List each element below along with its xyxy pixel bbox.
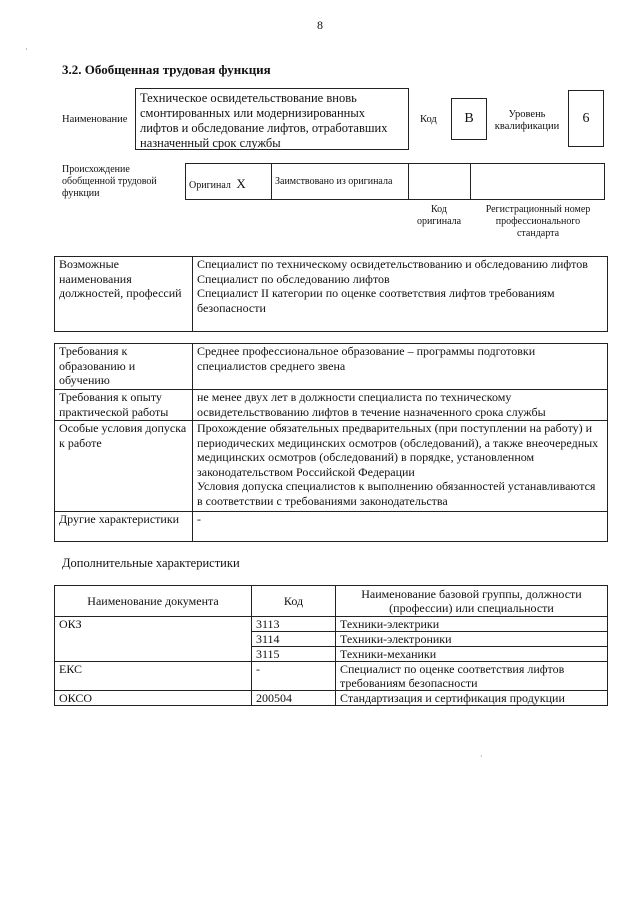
admission-label: Особые условия допуска к работе [55,421,193,512]
okz-code: 3114 [252,632,336,647]
requirements-row [55,344,608,390]
function-name-box [135,88,409,150]
admission-values [193,421,608,512]
table-row [55,662,608,691]
scan-speck: · [25,45,28,54]
okz-code: 3113 [252,617,336,632]
positions-values [193,257,608,332]
additional-header-row [55,586,608,617]
header-code: Код [252,586,336,617]
okz-doc: ОКЗ [55,617,252,662]
experience-label: Требования к опыту практической работы [55,390,193,421]
eks-name: Специалист по оценке соответствия лифтов требованиям безопасности [336,662,608,691]
education-value: Среднее профессиональное образование – программы подготовки специалистов среднего звена [193,344,608,390]
admission-value: Прохождение обязательных предварительных (при поступлении на работу) и периодических медицинских осмотров (обследований), а также внеочередных медицинских осмотров (обследований) в порядке, установленном законодательством Российской Федерации [197,421,599,479]
requirements-row [55,512,608,542]
header-name: Наименование базовой группы, должности (профессии) или специальности [336,586,608,617]
okz-name: Техники-электроники [336,632,608,647]
table-row [55,691,608,706]
origin-label: Происхождение обобщенной трудовой функции [62,164,157,199]
level-label: Уровень квалификации [494,109,560,132]
page-number: 8 [317,18,323,32]
requirements-row [55,390,608,421]
positions-table [54,256,608,332]
position-line: Специалист II категории по оценке соответствия лифтов требованиям безопасности [197,286,555,315]
okso-code: 200504 [252,691,336,706]
origin-borrowed-label: Заимствовано из оригинала [275,176,393,187]
experience-value: не менее двух лет в должности специалиста по техническому освидетельствованию лифтов в течение назначенного срока службы [193,390,608,421]
okso-doc: ОКСО [55,691,252,706]
origin-code-caption: Код оригинала [416,204,462,227]
origin-code-cell [409,164,471,199]
code-label: Код [420,114,437,125]
position-line: Специалист по техническому освидетельствованию и обследованию лифтов [197,257,588,271]
section-title: 3.2. Обобщенная трудовая функция [62,62,271,77]
origin-borrowed-cell [272,164,409,199]
origin-table [185,163,605,200]
okz-name: Техники-механики [336,647,608,662]
level-value-box [568,90,604,147]
eks-code: - [252,662,336,691]
education-label: Требования к образованию и обучению [55,344,193,390]
additional-table [54,585,608,706]
admission-value-2: Условия допуска специалистов к выполнению обязанностей устанавливаются в соответствии с требованиями законодательства [197,479,596,508]
header-doc: Наименование документа [55,586,252,617]
okz-code: 3115 [252,647,336,662]
origin-reg-caption: Регистрационный номер профессионального стандарта [485,204,591,239]
origin-reg-cell [471,164,604,199]
positions-label: Возможные наименования должностей, профессий [55,257,193,332]
eks-doc: ЕКС [55,662,252,691]
other-value: - [193,512,608,542]
okso-name: Стандартизация и сертификация продукции [336,691,608,706]
okz-name: Техники-электрики [336,617,608,632]
code-value: B [464,111,474,126]
origin-original-mark: X [236,176,246,191]
scan-speck: · [480,752,483,761]
table-row [55,617,608,632]
code-value-box [451,98,487,140]
requirements-row [55,421,608,512]
position-line: Специалист по обследованию лифтов [197,271,390,286]
function-name-value: Техническое освидетельствование вновь смонтированных или модернизированных лифтов и обследование лифтов, отработавших назначенный срок службы [140,91,388,150]
positions-row [55,257,608,332]
additional-title: Дополнительные характеристики [62,556,240,570]
origin-original-label: Оригинал [189,180,231,191]
origin-original-cell [186,164,272,199]
name-label: Наименование [62,114,128,125]
level-value: 6 [582,110,590,126]
other-label: Другие характеристики [55,512,193,542]
requirements-table [54,343,608,542]
